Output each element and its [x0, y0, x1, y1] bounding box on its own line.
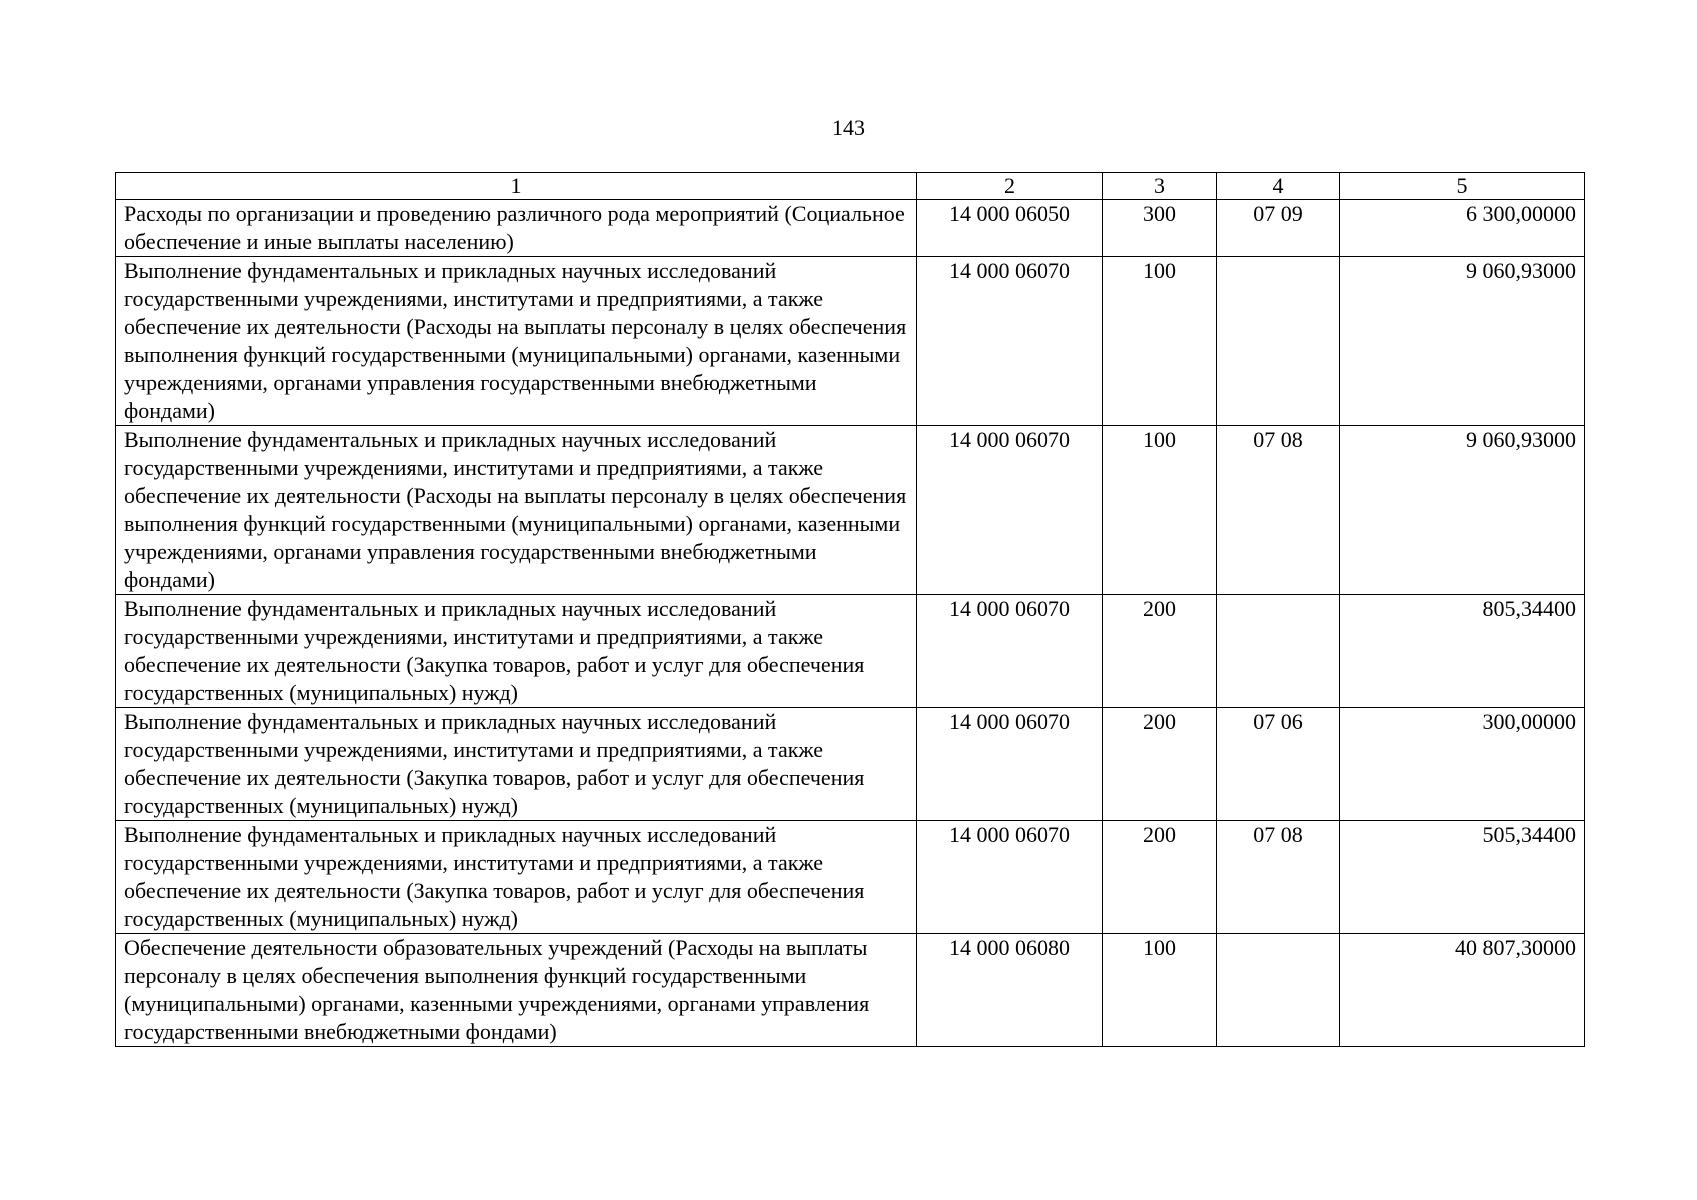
row-target-code: 14 000 06070 [917, 426, 1103, 595]
column-header-4: 4 [1217, 173, 1340, 200]
row-expense-type: 200 [1103, 821, 1217, 934]
row-expense-type: 100 [1103, 934, 1217, 1047]
row-section: 07 06 [1217, 708, 1340, 821]
row-target-code: 14 000 06070 [917, 257, 1103, 426]
row-amount: 6 300,00000 [1340, 200, 1585, 257]
table-header-row [116, 173, 1585, 200]
budget-table [115, 172, 1585, 1047]
row-target-code: 14 000 06070 [917, 595, 1103, 708]
row-description: Расходы по организации и проведению различного рода мероприятий (Социальное обеспечение и иные выплаты населению) [116, 200, 917, 257]
row-amount: 505,34400 [1340, 821, 1585, 934]
row-expense-type: 200 [1103, 708, 1217, 821]
row-description: Выполнение фундаментальных и прикладных научных исследований государственными учреждениями, институтами и предприятиями, а также обеспечение их деятельности (Расходы на выплаты персоналу в целях обеспечения выполнения функций государственными (муниципальными) органами, казенными учреждениями, органами управления государственными внебюджетными фондами) [116, 426, 917, 595]
row-target-code: 14 000 06070 [917, 821, 1103, 934]
row-target-code: 14 000 06070 [917, 708, 1103, 821]
row-amount: 9 060,93000 [1340, 257, 1585, 426]
column-header-1: 1 [116, 173, 917, 200]
row-section [1217, 934, 1340, 1047]
row-description: Выполнение фундаментальных и прикладных научных исследований государственными учреждениями, институтами и предприятиями, а также обеспечение их деятельности (Расходы на выплаты персоналу в целях обеспечения выполнения функций государственными (муниципальными) органами, казенными учреждениями, органами управления государственными внебюджетными фондами) [116, 257, 917, 426]
row-expense-type: 200 [1103, 595, 1217, 708]
table-row [116, 595, 1585, 708]
row-section [1217, 595, 1340, 708]
row-description: Обеспечение деятельности образовательных учреждений (Расходы на выплаты персоналу в целях обеспечения выполнения функций государственными (муниципальными) органами, казенными учреждениями, органами управления государственными внебюджетными фондами) [116, 934, 917, 1047]
row-amount: 40 807,30000 [1340, 934, 1585, 1047]
row-description: Выполнение фундаментальных и прикладных научных исследований государственными учреждениями, институтами и предприятиями, а также обеспечение их деятельности (Закупка товаров, работ и услуг для обеспечения государственных (муниципальных) нужд) [116, 821, 917, 934]
row-expense-type: 100 [1103, 426, 1217, 595]
row-amount: 805,34400 [1340, 595, 1585, 708]
row-section: 07 08 [1217, 821, 1340, 934]
row-amount: 9 060,93000 [1340, 426, 1585, 595]
row-section: 07 09 [1217, 200, 1340, 257]
table-row [116, 257, 1585, 426]
column-header-3: 3 [1103, 173, 1217, 200]
table-row [116, 426, 1585, 595]
table-row [116, 821, 1585, 934]
row-amount: 300,00000 [1340, 708, 1585, 821]
row-description: Выполнение фундаментальных и прикладных научных исследований государственными учреждениями, институтами и предприятиями, а также обеспечение их деятельности (Закупка товаров, работ и услуг для обеспечения государственных (муниципальных) нужд) [116, 708, 917, 821]
row-target-code: 14 000 06080 [917, 934, 1103, 1047]
row-description: Выполнение фундаментальных и прикладных научных исследований государственными учреждениями, институтами и предприятиями, а также обеспечение их деятельности (Закупка товаров, работ и услуг для обеспечения государственных (муниципальных) нужд) [116, 595, 917, 708]
table-row [116, 200, 1585, 257]
row-section [1217, 257, 1340, 426]
row-section: 07 08 [1217, 426, 1340, 595]
row-expense-type: 300 [1103, 200, 1217, 257]
table-row [116, 934, 1585, 1047]
row-expense-type: 100 [1103, 257, 1217, 426]
row-target-code: 14 000 06050 [917, 200, 1103, 257]
page-number: 143 [832, 115, 865, 140]
column-header-5: 5 [1340, 173, 1585, 200]
table-row [116, 708, 1585, 821]
column-header-2: 2 [917, 173, 1103, 200]
